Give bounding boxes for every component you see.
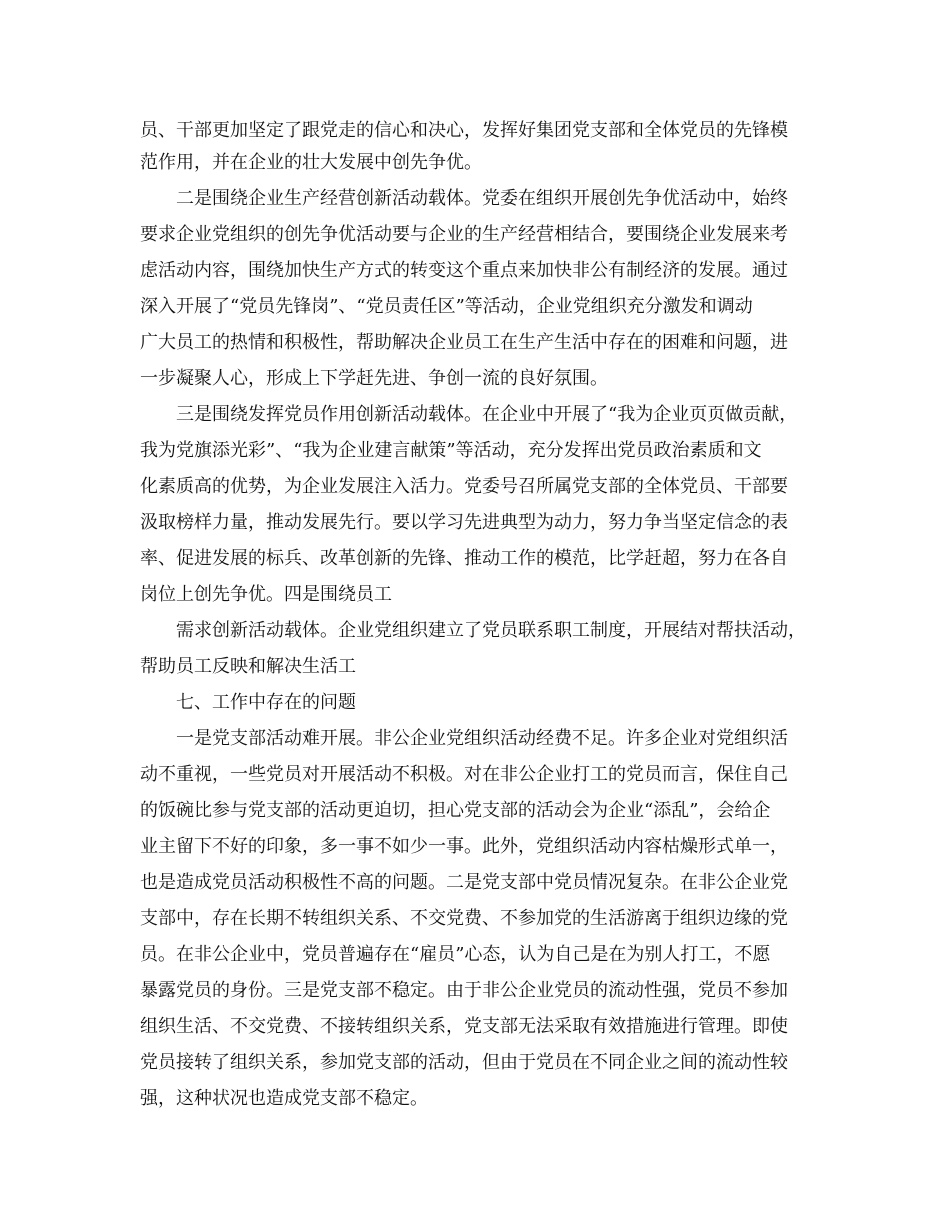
- text-line: 虑活动内容，围绕加快生产方式的转变这个重点来加快非公有制经济的发展。通过: [140, 260, 788, 281]
- section-heading: 七、工作中存在的问题: [176, 692, 356, 713]
- paragraph-start-line: 三是围绕发挥党员作用创新活动载体。在企业中开展了“我为企业页页做贡献，: [176, 404, 798, 425]
- text-line: 我为党旗添光彩”、“我为企业建言献策”等活动，充分发挥出党员政治素质和文: [140, 440, 762, 461]
- text-line: 一步凝聚人心，形成上下学赶先进、争创一流的良好氛围。: [140, 368, 608, 389]
- text-line: 汲取榜样力量，推动发展先行。要以学习先进典型为动力，努力争当坚定信念的表: [140, 512, 788, 533]
- text-line: 率、促进发展的标兵、改革创新的先锋、推动工作的模范，比学赶超，努力在各自: [140, 548, 788, 569]
- text-line: 员。在非公企业中，党员普遍存在“雇员”心态，认为自己是在为别人打工，不愿: [140, 944, 771, 965]
- paragraph-start-line: 二是围绕企业生产经营创新活动载体。党委在组织开展创先争优活动中，始终: [176, 188, 788, 209]
- text-line: 动不重视，一些党员对开展活动不积极。对在非公企业打工的党员而言，保住自己: [140, 764, 788, 785]
- text-line: 范作用，并在企业的壮大发展中创先争优。: [140, 152, 482, 173]
- paragraph-start-line: 需求创新活动载体。企业党组织建立了党员联系职工制度，开展结对帮扶活动，: [176, 620, 806, 641]
- text-line: 广大员工的热情和积极性，帮助解决企业员工在生产生活中存在的困难和问题，进: [140, 332, 788, 353]
- text-line: 支部中，存在长期不转组织关系、不交党费、不参加党的生活游离于组织边缘的党: [140, 908, 788, 929]
- text-line: 业主留下不好的印象，多一事不如少一事。此外，党组织活动内容枯燥形式单一，: [140, 836, 788, 857]
- text-line: 的饭碗比参与党支部的活动更迫切，担心党支部的活动会为企业“添乱”，会给企: [140, 800, 771, 821]
- text-line: 党员接转了组织关系，参加党支部的活动，但由于党员在不同企业之间的流动性较: [140, 1052, 788, 1073]
- text-line: 组织生活、不交党费、不接转组织关系，党支部无法采取有效措施进行管理。即使: [140, 1016, 788, 1037]
- text-line: 深入开展了“党员先锋岗”、“党员责任区”等活动，企业党组织充分激发和调动: [140, 296, 753, 317]
- paragraph-start-line: 一是党支部活动难开展。非公企业党组织活动经费不足。许多企业对党组织活: [176, 728, 788, 749]
- text-line: 要求企业党组织的创先争优活动要与企业的生产经营相结合，要围绕企业发展来考: [140, 224, 788, 245]
- text-line: 员、干部更加坚定了跟党走的信心和决心，发挥好集团党支部和全体党员的先锋模: [140, 120, 788, 141]
- text-line: 暴露党员的身份。三是党支部不稳定。由于非公企业党员的流动性强，党员不参加: [140, 980, 788, 1001]
- text-line: 帮助员工反映和解决生活工: [140, 656, 356, 677]
- text-line: 化素质高的优势，为企业发展注入活力。党委号召所属党支部的全体党员、干部要: [140, 476, 788, 497]
- text-line: 也是造成党员活动积极性不高的问题。二是党支部中党员情况复杂。在非公企业党: [140, 872, 788, 893]
- text-line: 强，这种状况也造成党支部不稳定。: [140, 1088, 428, 1109]
- text-line: 岗位上创先争优。四是围绕员工: [140, 584, 392, 605]
